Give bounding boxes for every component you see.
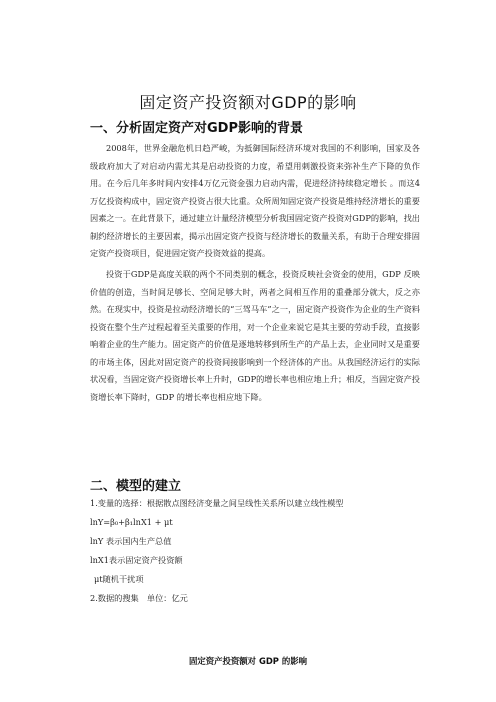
document-title: 固定资产投资额对GDP的影响 — [139, 93, 357, 112]
lny-definition: lnY 表示国内生产总值 — [90, 536, 172, 546]
model-equation: lnY=β₀+β₁lnX1 + μt — [90, 517, 173, 527]
data-collection-line: 2.数据的搜集 单位：亿元 — [90, 593, 188, 603]
table-title: 固定资产投资额对 GDP 的影响 — [189, 656, 307, 666]
lnx1-definition: lnX1表示固定资产投资额 — [90, 555, 183, 565]
section1-paragraph-2: 投资于GDP是高度关联的两个不同类别的概念，投资反映社会资金的使用，GDP 反映价值的创造，当时间足够长、空间足够大时，两者之间相互作用的重叠部分就大，反之亦然。在现实中，投资是拉动经济增长的“三驾马车”之一，固定资产投资作为企业的生产资料投资在整个生产过程起着至关重要的作用，对一个企业来说它是其主要的劳动手段，直接影响着企业的生产能力。固定资产的价值是逐地转移到所生产的产品上去，企业同时又是重要的市场主体，因此对固定资产的投资间接影响到一个经济体的产出。从我国经济运行的实际状况看，当固定资产投资增长率上升时，GDP的增长率也相应地上升；相反，当固定资产投资增长率下降时，GDP 的增长率也相应地下降。 — [90, 269, 420, 402]
variable-selection-line: 1.变量的选择：根据散点图经济变量之间呈线性关系所以建立线性模型 — [90, 498, 344, 508]
error-term-definition: μt随机干扰项 — [94, 574, 144, 584]
section1-paragraph-1: 2008年，世界金融危机日趋严峻，为抵御国际经济环境对我国的不利影响，国家及各级政府加大了对启动内需尤其是启动投资的力度，希望用刺激投资来弥补生产下降的负作用。在今后几年多时间内安排4万亿元资金强力启动内需，促进经济持续稳定增长 。而这4 万亿投资构成中，固定资产投资占很大比重。众所周知固定资产投资是维持经济增长的重要因素之一。在此背景下，通过建立计量经济模型分析我国固定资产投资对GDP的影响，找出制约经济增长的主要因素，揭示出固定资产投资与经济增长的数量关系，有助于合理安排固定资产投资项目，促进固定资产投资效益的提高。 — [90, 143, 420, 258]
section2-heading: 二、模型的建立 — [90, 479, 182, 494]
section1-heading: 一、分析固定资产对GDP影响的背景 — [90, 121, 303, 136]
